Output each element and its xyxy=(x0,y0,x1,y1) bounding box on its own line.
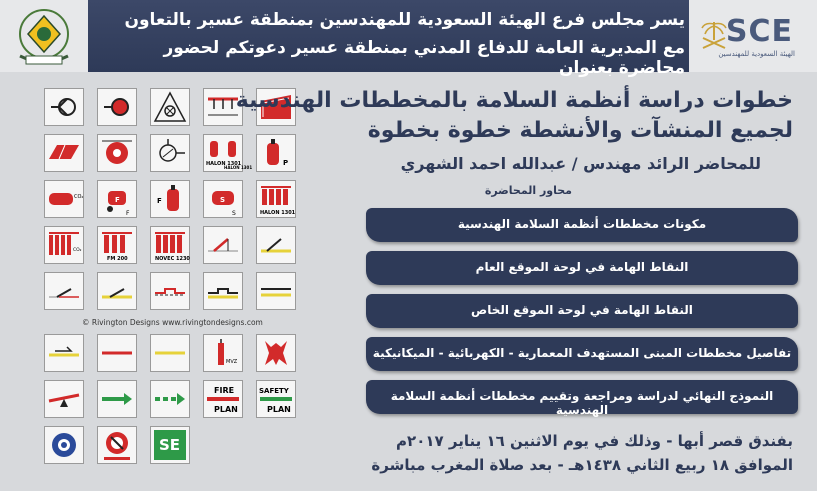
s-label-b: S xyxy=(232,210,236,217)
co2-label-a: CO₂ xyxy=(74,194,84,200)
exit-arrow-icon xyxy=(97,380,137,418)
palm-swords-icon xyxy=(699,18,729,52)
f-label-c: F xyxy=(157,197,162,205)
fire-plan-sign xyxy=(203,380,243,418)
single-door-green-icon xyxy=(256,226,296,264)
mvz-valve-icon xyxy=(203,334,243,372)
f-label-b: F xyxy=(126,210,130,217)
sce-wordmark: SCE xyxy=(725,14,793,49)
special-tank-icon xyxy=(203,180,243,218)
topic-text: مكونات مخططات أنظمة السلامة الهندسية xyxy=(457,217,707,231)
halon-cylinders-icon xyxy=(203,134,253,172)
venue-date-line: بفندق قصر أبها - وذلك في يوم الاثنين ١٦ يناير ٢٠١٧م xyxy=(396,432,793,450)
safety-label: SAFETY xyxy=(259,387,289,395)
pump-icon xyxy=(44,88,84,126)
fm200-label: FM 200 xyxy=(107,256,128,262)
halon-bank-icon xyxy=(256,180,296,218)
s-label-a: S xyxy=(220,196,226,204)
co2-bank-icon xyxy=(44,226,84,264)
topic-text: النقاط الهامة في لوحة الموقع العام xyxy=(475,260,689,274)
lecture-title-line-1: خطوات دراسة أنظمة السلامة بالمخططات الهندسية xyxy=(235,88,793,113)
f-label-a: F xyxy=(115,196,120,204)
hydrant-valve-icon xyxy=(150,134,190,172)
lecture-axes-heading: محاور المحاضرة xyxy=(484,184,572,197)
topic-bar xyxy=(366,380,798,417)
co2-label-b: CO₂ xyxy=(73,248,82,253)
sce-logo-panel xyxy=(689,0,817,72)
fire-blanket-icon xyxy=(256,334,296,372)
sce-logo xyxy=(695,8,809,64)
mvz-label: MVZ xyxy=(226,359,238,365)
halon-label-c: HALON 1301 xyxy=(260,210,296,216)
sliding-door-icon xyxy=(203,272,243,310)
safety-plan-label: PLAN xyxy=(267,405,291,414)
foam-trolley-icon xyxy=(97,180,137,218)
emergency-badge-icon xyxy=(44,426,84,464)
fire-line-red-icon xyxy=(97,334,137,372)
fire-door-yellow-icon xyxy=(44,334,84,372)
topic-bar xyxy=(366,251,798,285)
halon-label-a: HALON 1301 xyxy=(206,161,242,167)
civil-defense-logo-panel xyxy=(0,0,88,72)
door-swing-icon xyxy=(44,272,84,310)
hijri-date-line: الموافق ١٨ ربيع الثاني ١٤٣٨هـ - بعد صلاة المغرب مباشرة xyxy=(371,456,793,474)
topic-text: النموذج النهائي لدراسة ومراجعة وتقييم مخططات أنظمة السلامة الهندسية xyxy=(390,389,774,417)
novec-label: NOVEC 1230 xyxy=(155,256,190,262)
door-swing-yellow-icon xyxy=(97,272,137,310)
se-label: SE xyxy=(159,436,181,454)
fire-alarm-warning-icon xyxy=(97,426,137,464)
novec-bank-icon xyxy=(150,226,190,264)
topic-text: النقاط الهامة في لوحة الموقع الخاص xyxy=(471,303,693,317)
banner-line-1: يسر مجلس فرع الهيئة السعودية للمهندسين بمنطقة عسير بالتعاون xyxy=(124,10,685,30)
fire-pump-icon xyxy=(97,88,137,126)
topic-text: تفاصيل مخططات المبنى المستهدف المعمارية - الكهربائية - الميكانيكية xyxy=(372,346,792,360)
fire-shutter-icon xyxy=(256,272,296,310)
single-door-red-icon xyxy=(203,226,243,264)
sprinkler-valve-icon xyxy=(150,88,190,126)
safety-plan-sign xyxy=(256,380,296,418)
exit-arrow-dashed-icon xyxy=(150,380,190,418)
banner-line-2: مع المديرية العامة للدفاع المدني بمنطقة عسير دعوتكم لحضور محاضرة بعنوان xyxy=(163,38,685,78)
fm200-bank-icon xyxy=(97,226,137,264)
fire-wall-icon xyxy=(150,272,190,310)
seesaw-door-icon xyxy=(44,380,84,418)
civil-defense-emblem-icon xyxy=(8,4,80,68)
lecture-title-line-2: لجميع المنشآت والأنشطة خطوة بخطوة xyxy=(367,118,793,143)
p-label: P xyxy=(283,159,289,167)
topic-bar xyxy=(366,208,798,242)
copyright-credit: © Rivington Designs www.rivingtondesigns.com xyxy=(82,318,263,327)
co2-tank-icon xyxy=(44,180,84,218)
powder-extinguisher-icon xyxy=(256,134,296,172)
topic-bar xyxy=(366,337,798,371)
sce-subtitle: الهيئة السعودية للمهندسين xyxy=(718,50,795,58)
fire-reel-icon xyxy=(97,134,137,172)
fire-plan-label: PLAN xyxy=(214,405,238,414)
fire-line-yellow-icon xyxy=(150,334,190,372)
safety-equipment-sign xyxy=(150,426,190,464)
lecturer-name: للمحاضر الرائد مهندس / عبدالله احمد الشهري xyxy=(400,154,761,173)
fire-hose-icon xyxy=(44,134,84,172)
fire-label: FIRE xyxy=(214,386,235,395)
halon-label-b: HALON 1301 xyxy=(224,165,253,170)
foam-extinguisher-icon xyxy=(150,180,190,218)
topic-bar xyxy=(366,294,798,328)
